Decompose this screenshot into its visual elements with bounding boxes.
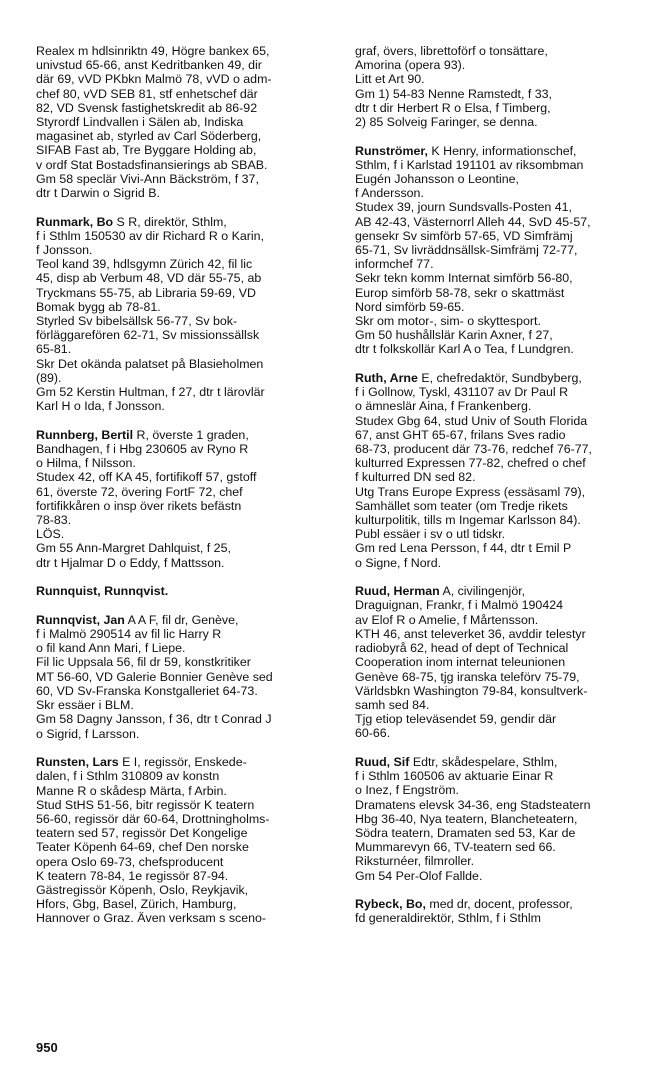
entry-line: f kulturred DN sed 82. — [355, 470, 476, 485]
entry-line: Samhället som teater (om Tredje rikets — [355, 498, 568, 513]
entry-line: 65-71, Sv livräddnsällsk-Simfrämj 72-77, — [355, 243, 578, 258]
entry-line: kulturpolitik, tills m Ingemar Karlsson 84). — [355, 513, 581, 528]
entry-line: Hbg 36-40, Nya teatern, Blancheteatern, — [355, 811, 578, 826]
entry-line: KTH 46, anst televerket 36, avddir telestyr — [355, 626, 586, 641]
entry-runnqvist-jan — [36, 613, 332, 741]
entry-head-rest: Edtr, skådespelare, Sthlm, — [409, 754, 558, 769]
entry-line: dtr t Hjalmar D o Eddy, f Mattsson. — [36, 555, 225, 570]
entry-line: 78-83. — [36, 513, 72, 528]
entry-head: Runmark, Bo — [36, 214, 114, 229]
entry-line: o Hilma, f Nilsson. — [36, 456, 136, 471]
entry-line: Gm 1) 54-83 Nenne Ramstedt, f 33, — [355, 86, 552, 101]
entry-line: Styrordf Lindvallen i Sälen ab, Indiska — [36, 115, 244, 130]
entry-line: Europ simförb 58-78, sekr o skattmäst — [355, 285, 565, 300]
entry-line: Studex 39, journ Sundsvalls-Posten 41, — [355, 200, 572, 215]
entry-line: o ämneslär Aina, f Frankenberg. — [355, 399, 532, 414]
entry-line: o Inez, f Engström. — [355, 783, 459, 798]
entry-head: Ruud, Sif — [355, 754, 410, 769]
entry-line: 61, överste 72, övering FortF 72, chef — [36, 484, 243, 499]
entry-line: samh sed 84. — [355, 697, 430, 712]
entry-line: Hannover o Graz. Även verksam s sceno- — [36, 911, 267, 926]
entry-line: Publ essäer i sv o utl tidskr. — [355, 527, 506, 542]
entry-line: Studex Gbg 64, stud Univ of South Florida — [355, 413, 588, 428]
entry-line: informchef 77. — [355, 257, 434, 272]
entry-line: f Jonsson. — [36, 243, 93, 258]
entry-line: dtr t folkskollär Karl A o Tea, f Lundgren. — [355, 342, 574, 357]
entry-line: (89). — [36, 370, 62, 385]
entry-line: f i Sthlm 160506 av aktuarie Einar R — [355, 769, 554, 784]
entry-line: Gm 52 Kerstin Hultman, f 27, dtr t lärovlär — [36, 385, 265, 400]
entry-head: Runnquist, Runnqvist. — [36, 584, 169, 599]
entry-line: Teater Köpenh 64-69, chef Den norske — [36, 840, 249, 855]
entry-line: 65-81. — [36, 342, 72, 357]
entry-line: Stud StHS 51-56, bitr regissör K teatern — [36, 797, 255, 812]
entry-line: Gm 55 Ann-Margret Dahlquist, f 25, — [36, 541, 231, 556]
entry-line: Gästregissör Köpenh, Oslo, Reykjavik, — [36, 882, 249, 897]
entry-line: f i Sthlm 150530 av dir Richard R o Karin, — [36, 228, 264, 243]
entry-line: Skr essäer i BLM. — [36, 698, 134, 713]
entry-line: Södra teatern, Dramaten sed 53, Kar de — [355, 825, 576, 840]
entry-runnquist-runnqvist — [36, 584, 332, 598]
entry-head-rest: E I, regissör, Enskede- — [118, 755, 247, 770]
entry-line: Världsbkn Washington 79-84, konsultverk- — [355, 683, 588, 698]
entry-line: radiobyrå 62, head of dept of Technical — [355, 641, 569, 656]
entry-line: fd generaldirektör, Sthlm, f i Sthlm — [355, 911, 541, 926]
entry-runstromer-henry — [355, 144, 651, 357]
entry-head: Runströmer, — [355, 143, 428, 158]
entry-runnberg-bertil — [36, 428, 332, 570]
entry-line: Styrled Sv bibelsällsk 56-77, Sv bok- — [36, 314, 238, 329]
entry-line: Gm red Lena Persson, f 44, dtr t Emil P — [355, 541, 572, 556]
entry-head: Ruud, Herman — [355, 584, 440, 599]
entry-line: dtr t dir Herbert R o Elsa, f Timberg, — [355, 100, 551, 115]
entry-line: Eugén Johansson o Leontine, — [355, 172, 519, 187]
entry-ruud-sif — [355, 755, 651, 883]
entry-line: Litt et Art 90. — [355, 72, 425, 87]
entry-rybeck-bo — [355, 897, 651, 925]
entry-head-rest: A, civilingenjör, — [439, 584, 526, 599]
entry-line: Gm 54 Per-Olof Fallde. — [355, 868, 483, 883]
page-number: 950 — [36, 1040, 58, 1055]
left-column — [36, 44, 332, 940]
entry-line: LÖS. — [36, 527, 65, 542]
entry-line: Studex 42, off KA 45, fortifikoff 57, gstoff — [36, 470, 257, 485]
entry-line: Fil lic Uppsala 56, fil dr 59, konstkritiker — [36, 655, 251, 670]
entry-line: Nord simförb 59-65. — [355, 299, 465, 314]
entry-line: Bomak bygg ab 78-81. — [36, 299, 161, 314]
entry-line: o Sigrid, f Larsson. — [36, 726, 140, 741]
entry-line: chef 80, vVD SEB 81, stf enhetschef där — [36, 86, 258, 101]
entry-line: 45, disp ab Verbum 48, VD där 55-75, ab — [36, 271, 262, 286]
entry-line: f i Malmö 290514 av fil lic Harry R — [36, 627, 222, 642]
entry-line: Hfors, Gbg, Basel, Zürich, Hamburg, — [36, 897, 237, 912]
entry-line: Karl H o Ida, f Jonsson. — [36, 399, 165, 414]
entry-line: Mummarevyn 66, TV-teatern sed 66. — [355, 840, 556, 855]
entry-line: Gm 50 hushållslär Karin Axner, f 27, — [355, 328, 553, 343]
entry-line: kulturred Expressen 77-82, chefred o chef — [355, 456, 586, 471]
entry-line: 56-60, regissör där 60-64, Drottningholms- — [36, 811, 270, 826]
entry-head-rest: A A F, fil dr, Genève, — [124, 612, 239, 627]
entry-line: o Signe, f Nord. — [355, 555, 442, 570]
entry-line: Manne R o skådesp Märta, f Arbin. — [36, 783, 227, 798]
entry-line: MT 56-60, VD Galerie Bonnier Genève sed — [36, 669, 273, 684]
entry-line: 2) 85 Solveig Faringer, se denna. — [355, 115, 538, 130]
entry-line: Tjg etiop televäsendet 59, gendir där — [355, 712, 557, 727]
entry-runmark-bo — [36, 215, 332, 414]
entry-line: Riksturnéer, filmroller. — [355, 854, 475, 869]
right-column — [355, 44, 651, 940]
entry-head: Ruth, Arne — [355, 371, 418, 386]
entry-ruud-herman — [355, 584, 651, 740]
entry-head: Rybeck, Bo, — [355, 897, 426, 912]
entry-line: 67, anst GHT 65-67, frilans Sves radio — [355, 427, 566, 442]
entry-line: fortifikkåren o insp över rikets befästn — [36, 498, 242, 513]
entry-runström-continued — [36, 44, 332, 200]
entry-line: Skr Det okända palatset på Blasieholmen — [36, 356, 264, 371]
entry-head-rest: graf, övers, librettoförf o tonsättare, — [355, 44, 548, 58]
entry-line: Sthlm, f i Karlstad 191101 av riksombman — [355, 157, 584, 172]
entry-ruth-arne — [355, 371, 651, 570]
entry-line: 60, VD Sv-Franska Konstgalleriet 64-73. — [36, 683, 258, 698]
entry-line: Draguignan, Frankr, f i Malmö 190424 — [355, 598, 563, 613]
entry-line: teatern sed 57, regissör Det Kongelige — [36, 826, 248, 841]
entry-runsten-lars — [36, 755, 332, 925]
entry-line: Skr om motor-, sim- o skyttesport. — [355, 314, 541, 329]
entry-line: SIFAB Fast ab, Tre Byggare Holding ab, — [36, 143, 257, 158]
entry-line: gensekr Sv simförb 57-65, VD Simfrämj — [355, 228, 573, 243]
entry-line: dalen, f i Sthlm 310809 av konstn — [36, 769, 220, 784]
entry-line: Bandhagen, f i Hbg 230605 av Ryno R — [36, 442, 249, 457]
entry-line: f Andersson. — [355, 186, 424, 201]
entry-line: Tryckmans 55-75, ab Libraria 59-69, VD — [36, 285, 256, 300]
entry-line: v ordf Stat Bostadsfinansierings ab SBAB. — [36, 157, 268, 172]
entry-line: Genève 68-75, tjg iranska teleförv 75-79, — [355, 669, 580, 684]
entry-line: dtr t Darwin o Sigrid B. — [36, 186, 160, 201]
entry-line: 60-66. — [355, 726, 391, 741]
entry-line: förläggarefören 62-71, Sv missionssällsk — [36, 328, 260, 343]
entry-line: 68-73, producent där 73-76, redchef 76-77, — [355, 442, 592, 457]
entry-head-rest: E, chefredaktör, Sundbyberg, — [417, 371, 582, 386]
entry-head-rest: Realex m hdlsinriktn 49, Högre bankex 65, — [36, 44, 270, 58]
entry-line: univstud 65-66, anst Kedritbanken 49, dir — [36, 58, 262, 73]
entry-line: Cooperation inom internat teleunionen — [355, 655, 566, 670]
entry-line: AB 42-43, Västernorrl Alleh 44, SvD 45-57, — [355, 214, 591, 229]
entry-line: där 69, vVD PKbkn Malmö 78, vVD o adm- — [36, 72, 272, 87]
entry-head-rest: S R, direktör, Sthlm, — [113, 214, 227, 229]
entry-head: Runnberg, Bertil — [36, 427, 134, 442]
entry-line: K teatern 78-84, 1e regissör 87-94. — [36, 868, 229, 883]
entry-line: Gm 58 speclär Vivi-Ann Bäckström, f 37, — [36, 171, 259, 186]
entry-line: opera Oslo 69-73, chefsproducent — [36, 854, 224, 869]
entry-line: Teol kand 39, hdlsgymn Zürich 42, fil lic — [36, 257, 253, 272]
entry-line: Amorina (opera 93). — [355, 58, 466, 73]
entry-runsten-continued — [355, 44, 651, 129]
entry-line: f i Gollnow, Tyskl, 431107 av Dr Paul R — [355, 385, 569, 400]
entry-line: Sekr tekn komm Internat simförb 56-80, — [355, 271, 573, 286]
entry-line: o fil kand Ann Mari, f Liepe. — [36, 641, 186, 656]
entry-head: Runsten, Lars — [36, 755, 119, 770]
entry-head: Runnqvist, Jan — [36, 612, 125, 627]
entry-line: av Elof R o Amelie, f Mårtensson. — [355, 612, 539, 627]
entry-line: Dramatens elevsk 34-36, eng Stadsteatern — [355, 797, 591, 812]
entry-line: magasinet ab, styrled av Carl Söderberg, — [36, 129, 262, 144]
entry-line: 82, VD Svensk fastighetskredit ab 86-92 — [36, 100, 258, 115]
entry-line: Gm 58 Dagny Jansson, f 36, dtr t Conrad J — [36, 712, 272, 727]
entry-head-rest: med dr, docent, professor, — [425, 897, 573, 912]
entry-line: Utg Trans Europe Express (essäsaml 79), — [355, 484, 586, 499]
entry-head-rest: R, överste 1 graden, — [133, 427, 249, 442]
entry-head-rest: K Henry, informationschef, — [427, 143, 577, 158]
